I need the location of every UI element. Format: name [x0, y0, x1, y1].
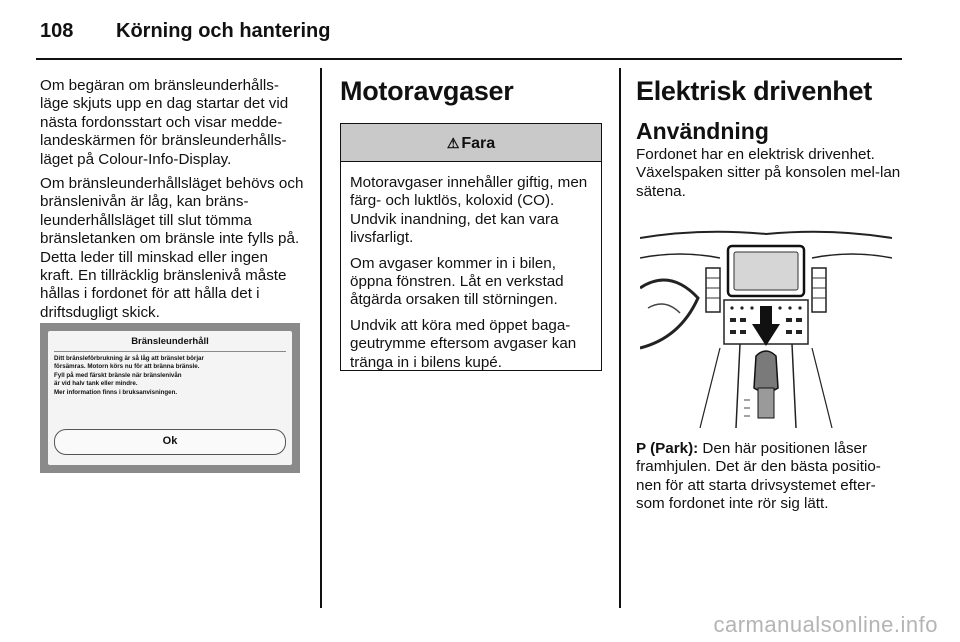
dialog-line: är vid halv tank eller mindre. — [54, 380, 138, 388]
park-text: Den här positionen låser framhjulen. Det är den bästa positio-nen för att starta drivsystemet efter-som fordonet inte rör sig lätt. — [636, 440, 881, 513]
column-divider — [320, 68, 322, 608]
page-number: 108 — [40, 20, 74, 42]
paragraph: Undvik att köra med öppet baga-geutrymme eftersom avgaser kan tränga in i bilens kupé. — [350, 316, 577, 371]
gear-shifter-console-image — [640, 228, 892, 428]
dialog-message — [54, 355, 204, 397]
section-title: Körning och hantering — [116, 20, 331, 42]
section-heading: Elektrisk drivenhet — [636, 76, 872, 106]
dialog-line: försämras. Motorn körs nu för att bränna bränsle. — [54, 363, 200, 371]
divider — [54, 351, 286, 352]
warning-box — [340, 123, 602, 371]
dialog-panel — [48, 331, 292, 465]
left-column — [40, 77, 305, 328]
paragraph: Fordonet har en elektrisk drivenhet. Växelspaken sitter på konsolen mel-lan sätena. — [636, 146, 901, 200]
paragraph: Om avgaser kommer in i bilen, öppna fönstren. Låt en verkstad åtgärda orsaken till störningen. — [350, 254, 564, 309]
warning-body — [341, 162, 601, 372]
paragraph: Om begäran om bränsleunderhålls-läge skjuts upp en dag startar det vid nästa fordonsstart och visar medde-landeskärmen för bränsleunderhålls-läget på Colour-Info-Display. — [40, 77, 289, 168]
park-description — [636, 440, 902, 514]
section-heading: Motoravgaser — [340, 76, 514, 106]
header-rule — [36, 58, 902, 60]
warning-header — [341, 124, 601, 162]
paragraph: Motoravgaser innehåller giftig, men färg- och luktlös, koloxid (CO). Undvik inandning, det kan vara livsfarligt. — [350, 174, 588, 247]
watermark: carmanualsonline.info — [713, 612, 938, 637]
park-label: P (Park): — [636, 440, 699, 457]
dialog-line: Mer information finns i bruksanvisningen. — [54, 388, 178, 396]
subsection-heading: Användning — [636, 118, 769, 144]
dialog-line: Fyll på med färskt bränsle när bränslenivån — [54, 371, 182, 379]
fuel-maintenance-dialog-image — [40, 323, 300, 473]
page-header — [40, 20, 330, 43]
dialog-line: Ditt bränsleförbrukning är så låg att bränslet börjar — [54, 355, 204, 362]
warning-label: Fara — [461, 135, 496, 152]
dialog-title: Bränsleunderhåll — [131, 336, 209, 347]
dialog-ok-button: Ok — [54, 429, 286, 455]
column-divider — [619, 68, 621, 608]
warning-triangle-icon: ⚠ — [446, 135, 460, 151]
paragraph: Om bränsleunderhållsläget behövs och bränslenivån är låg, kan bräns-leunderhållsläget till slut tömma bränsletanken om bränsle inte fylls på. Detta leder till minskad eller ingen kraft. En tillräcklig bränslenivå måste hållas i fordonet för att hålla det i driftsdugligt skick. — [40, 175, 304, 321]
